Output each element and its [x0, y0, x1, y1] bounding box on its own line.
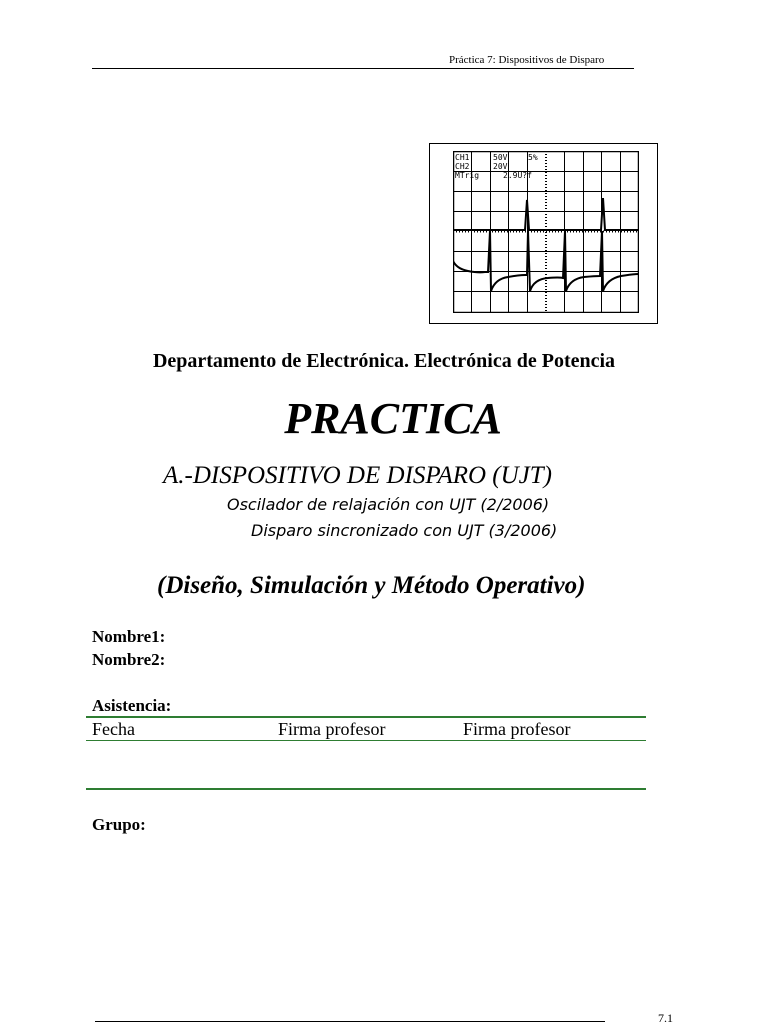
column-firma-profesor-1: Firma profesor: [278, 719, 386, 739]
scope-readout-ch1: CH1: [455, 153, 470, 162]
department-heading: Departamento de Electrónica. Electrónica de Potencia: [152, 350, 616, 372]
table-bottom-rule: [86, 788, 646, 790]
table-top-rule: [86, 716, 646, 718]
scope-readout-ch2: CH2: [455, 162, 470, 171]
scope-readout-volts1: 50V: [493, 153, 508, 162]
scope-readout-percent: 5%: [528, 153, 538, 162]
page-title: PRACTICA: [284, 394, 502, 443]
oscilloscope-figure: [429, 143, 658, 324]
column-firma-profesor-2: Firma profesor: [463, 719, 571, 739]
subtitle-line-2: Disparo sincronizado con UJT (3/2006): [251, 521, 558, 540]
oscilloscope-screen: [453, 151, 639, 313]
nombre2-label: Nombre2:: [92, 650, 166, 669]
running-header: Práctica 7: Dispositivos de Disparo: [449, 54, 605, 66]
scope-readout-volts2: 20V: [493, 162, 508, 171]
table-header-rule: [86, 740, 646, 741]
scope-readout-timebase: 2.9U?f: [503, 171, 532, 180]
asistencia-label: Asistencia:: [92, 696, 172, 715]
page-number: 7.1: [658, 1011, 673, 1025]
grupo-label: Grupo:: [92, 815, 146, 834]
practice-subtitle: A.-DISPOSITIVO DE DISPARO (UJT): [163, 462, 552, 489]
design-line: (Diseño, Simulación y Método Operativo): [157, 572, 586, 599]
scope-readout-trigger: MTrig: [455, 171, 480, 180]
footer-rule: [95, 1021, 605, 1022]
column-fecha: Fecha: [92, 719, 135, 739]
nombre1-label: Nombre1:: [92, 627, 166, 646]
header-rule: [92, 68, 634, 69]
subtitle-line-1: Oscilador de relajación con UJT (2/2006): [227, 495, 550, 514]
